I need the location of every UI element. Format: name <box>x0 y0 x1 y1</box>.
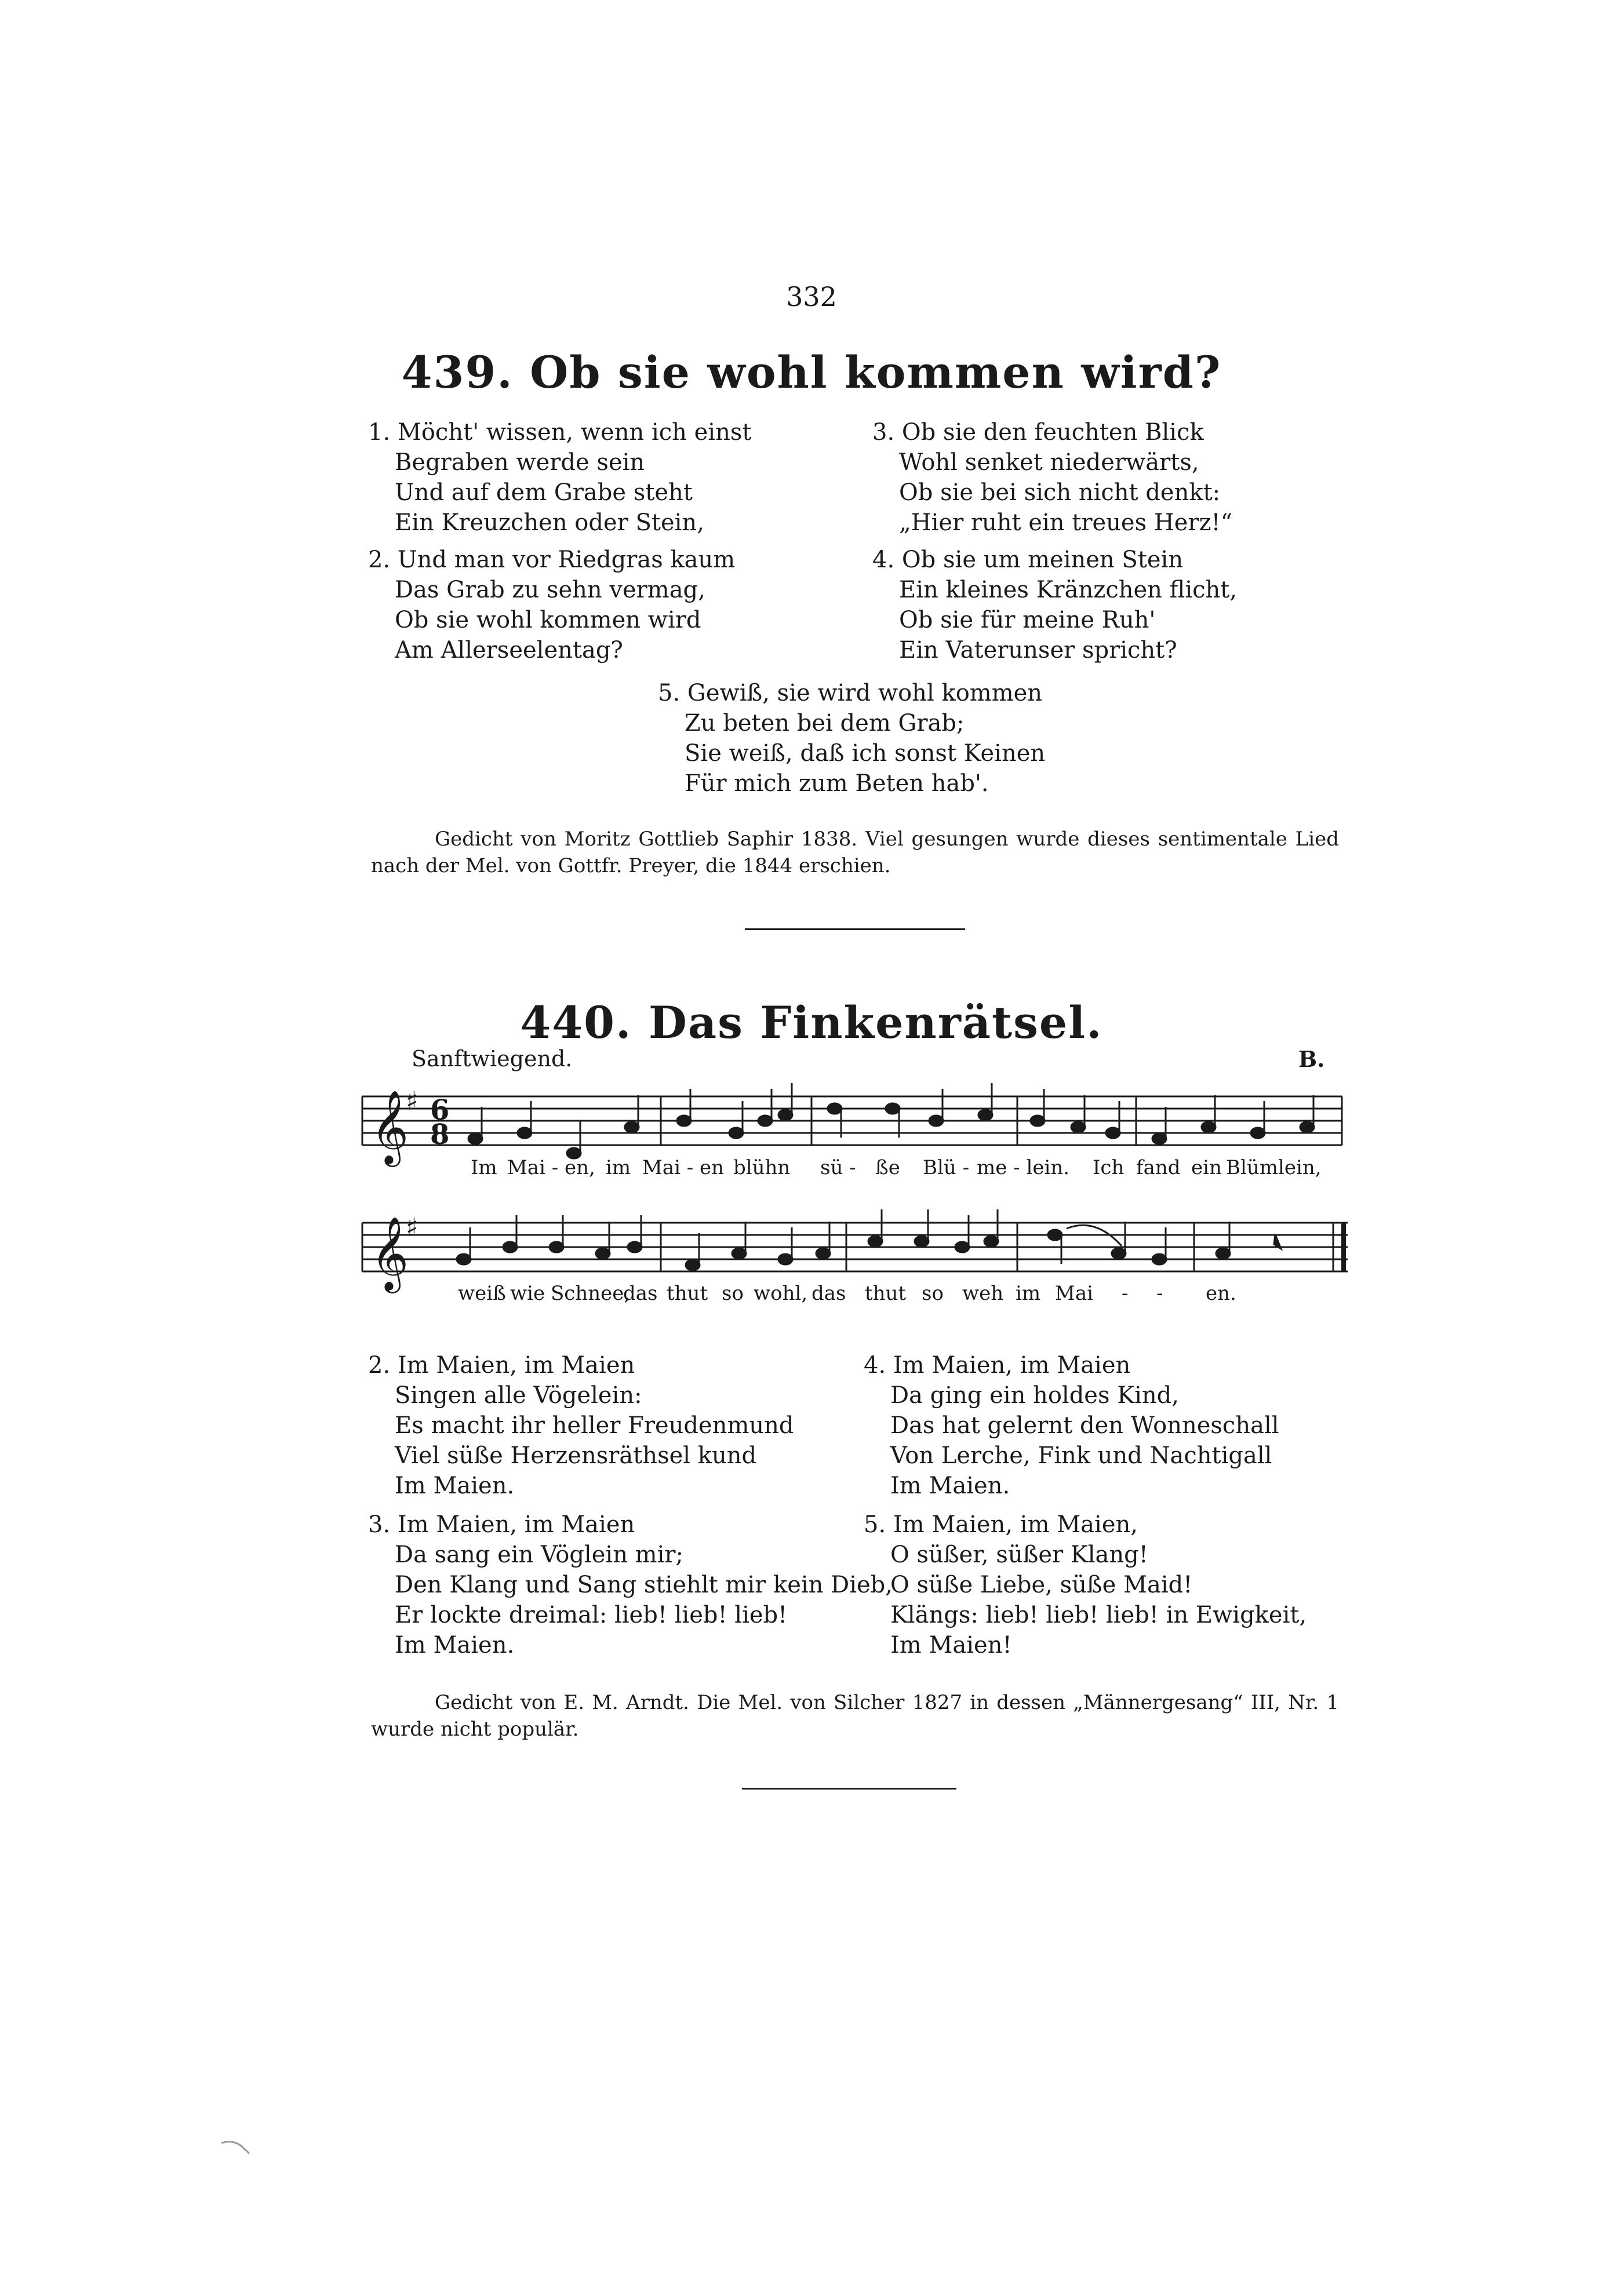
note <box>1031 1116 1045 1126</box>
lyric-word: ein <box>1191 1156 1222 1179</box>
lyric-word: fand <box>1136 1156 1181 1179</box>
note <box>468 1134 482 1144</box>
lyric-word: weh <box>962 1282 1004 1305</box>
lyric-word: sü - <box>820 1156 856 1179</box>
song-440-stanza-2 <box>368 1350 794 1501</box>
composer-initial: B. <box>1298 1046 1325 1072</box>
lyric-word: wohl, <box>754 1282 808 1305</box>
note <box>915 1236 929 1247</box>
stanza-line: Für mich zum Beten hab'. <box>685 770 989 797</box>
note <box>868 1236 882 1247</box>
stanza-line: 5. Im Maien, im Maien, <box>864 1511 1138 1538</box>
note <box>550 1242 563 1252</box>
note <box>503 1242 517 1252</box>
lyric-word: thut <box>667 1282 708 1305</box>
stanza-line: Begraben werde sein <box>395 449 645 476</box>
song-440-note: Gedicht von E. M. Arndt. Die Mel. von Silcher 1827 in dessen „Männergesang“ III, Nr. 1 wurde nicht populär. <box>371 1691 1339 1741</box>
stanza-line: Von Lerche, Fink und Nachtigall <box>890 1442 1272 1469</box>
tempo-marking: Sanftwiegend. <box>412 1046 573 1072</box>
note <box>1048 1230 1062 1240</box>
stanza-line: 5. Gewiß, sie wird wohl kommen <box>658 680 1043 706</box>
lyric-word: im <box>606 1156 631 1179</box>
lyric-word: - <box>1122 1282 1129 1305</box>
note <box>955 1242 969 1252</box>
lyric-word: Ich <box>1093 1156 1125 1179</box>
lyric-word: Blümlein, <box>1226 1156 1322 1179</box>
stanza-line: Im Maien. <box>395 1632 515 1659</box>
stanza-line: Und auf dem Grabe steht <box>395 479 693 506</box>
stanza-line: Ob sie für meine Ruh' <box>899 607 1156 633</box>
note <box>625 1122 639 1132</box>
lyric-word: so <box>922 1282 944 1305</box>
stanza-line: Da sang ein Vöglein mir; <box>395 1541 683 1568</box>
song-440-stanza-4 <box>864 1350 1279 1501</box>
lyric-word: - <box>1156 1282 1163 1305</box>
stanza-line: 1. Möcht' wissen, wenn ich einst <box>368 419 752 446</box>
song-439-title: 439. Ob sie wohl kommen wird? <box>401 347 1222 398</box>
lyric-word: Mai - en, <box>507 1156 595 1179</box>
note <box>457 1254 471 1264</box>
lyric-word: blühn <box>733 1156 791 1179</box>
note <box>929 1116 943 1126</box>
song-439-note: Gedicht von Moritz Gottlieb Saphir 1838. Viel gesungen wurde dieses sentimentale Lied nach der Mel. von Gottfr. Preyer, die 1844 erschien. <box>371 828 1339 877</box>
note <box>1152 1134 1166 1144</box>
lyric-word: ße <box>875 1156 900 1179</box>
note <box>1300 1122 1314 1132</box>
song-440-title: 440. Das Finkenrätsel. <box>520 997 1103 1048</box>
stanza-line: Das Grab zu sehn vermag, <box>395 577 705 603</box>
stanza-line: Ein Kreuzchen oder Stein, <box>395 509 704 536</box>
note <box>628 1242 642 1252</box>
note <box>677 1116 691 1126</box>
stanza-line: Singen alle Vögelein: <box>395 1382 642 1409</box>
stanza-line: Zu beten bei dem Grab; <box>685 710 965 737</box>
note <box>1106 1128 1120 1138</box>
stanza-line: 4. Ob sie um meinen Stein <box>872 546 1184 573</box>
treble-clef-icon: 𝄞 <box>371 1089 409 1164</box>
song-440-stanza-5 <box>864 1510 1307 1660</box>
note <box>816 1248 830 1259</box>
stanza-line: 2. Im Maien, im Maien <box>368 1352 635 1379</box>
stanza-line: Ob sie bei sich nicht denkt: <box>899 479 1221 506</box>
note <box>886 1103 900 1114</box>
stanza-line: Ein Vaterunser spricht? <box>899 637 1177 664</box>
lyric-word: das <box>812 1282 846 1305</box>
note <box>778 1110 792 1120</box>
stanza-line: 2. Und man vor Riedgras kaum <box>368 546 736 573</box>
section-divider <box>742 1788 956 1790</box>
lyric-word: Blü - <box>923 1156 970 1179</box>
lyric-word: me - lein. <box>977 1156 1070 1179</box>
lyric-word: Mai - en <box>642 1156 725 1179</box>
lyric-word: im <box>1016 1282 1041 1305</box>
stanza-line: Viel süße Herzensräthsel kund <box>395 1442 757 1469</box>
note <box>1112 1248 1126 1259</box>
stanza-line: 3. Im Maien, im Maien <box>368 1511 635 1538</box>
lyric-word: das <box>623 1282 658 1305</box>
stanza-line: Es macht ihr heller Freudenmund <box>395 1412 794 1439</box>
stanza-line: Klängs: lieb! lieb! lieb! in Ewigkeit, <box>890 1602 1307 1628</box>
lyric-word: so <box>722 1282 744 1305</box>
time-signature-top: 6 <box>430 1094 450 1127</box>
note <box>1216 1248 1230 1259</box>
treble-clef-icon: 𝄞 <box>371 1216 409 1290</box>
lyric-word: thut <box>865 1282 907 1305</box>
stanza-line: Wohl senket niederwärts, <box>899 449 1199 476</box>
note <box>732 1248 746 1259</box>
note <box>984 1236 998 1247</box>
sharp-icon: ♯ <box>406 1213 419 1242</box>
page-number: 332 <box>786 281 837 312</box>
song-440-stanza-3 <box>368 1510 893 1660</box>
note <box>978 1110 992 1120</box>
staff-1 <box>362 1096 1342 1145</box>
stanza-line: Er lockte dreimal: lieb! lieb! lieb! <box>395 1602 788 1628</box>
stanza-line: Ob sie wohl kommen wird <box>395 607 701 633</box>
stanza-line: 4. Im Maien, im Maien <box>864 1352 1131 1379</box>
sharp-icon: ♯ <box>406 1087 419 1116</box>
stanza-line: Ein kleines Kränzchen flicht, <box>899 577 1238 603</box>
stanza-line: „Hier ruht ein treues Herz!“ <box>899 509 1233 536</box>
scan-mark <box>220 2138 255 2156</box>
note <box>758 1116 772 1126</box>
stanza-line: Am Allerseelentag? <box>395 637 623 664</box>
lyric-word: en. <box>1206 1282 1236 1305</box>
stanza-line: Da ging ein holdes Kind, <box>890 1382 1179 1409</box>
stanza-line: Den Klang und Sang stiehlt mir kein Dieb, <box>395 1572 893 1598</box>
note <box>1251 1128 1265 1138</box>
stanza-line: Im Maien! <box>890 1632 1012 1659</box>
lyric-word: weiß <box>458 1282 506 1305</box>
lyric-word: Im <box>471 1156 497 1179</box>
note <box>596 1248 610 1259</box>
note <box>1071 1122 1085 1132</box>
note <box>1152 1254 1166 1264</box>
note <box>729 1128 743 1138</box>
notes-staff-2 <box>457 1209 1281 1270</box>
stanza-line: Das hat gelernt den Wonneschall <box>890 1412 1279 1439</box>
note <box>686 1260 700 1270</box>
stanza-line: O süße Liebe, süße Maid! <box>890 1572 1193 1598</box>
note <box>828 1103 842 1114</box>
time-signature-bottom: 8 <box>430 1118 450 1151</box>
stanza-line: Im Maien. <box>890 1473 1010 1499</box>
stanza-line: O süßer, süßer Klang! <box>890 1541 1148 1568</box>
lyric-word: wie <box>510 1282 545 1305</box>
note <box>518 1128 532 1138</box>
stanza-line: Im Maien. <box>395 1473 515 1499</box>
note <box>1202 1122 1216 1132</box>
note <box>778 1254 792 1264</box>
lyric-word: Mai <box>1055 1282 1093 1305</box>
stanza-line: Sie weiß, daß ich sonst Keinen <box>685 740 1046 767</box>
stanza-line: 3. Ob sie den feuchten Blick <box>872 419 1204 446</box>
lyric-word: Schnee, <box>551 1282 631 1305</box>
